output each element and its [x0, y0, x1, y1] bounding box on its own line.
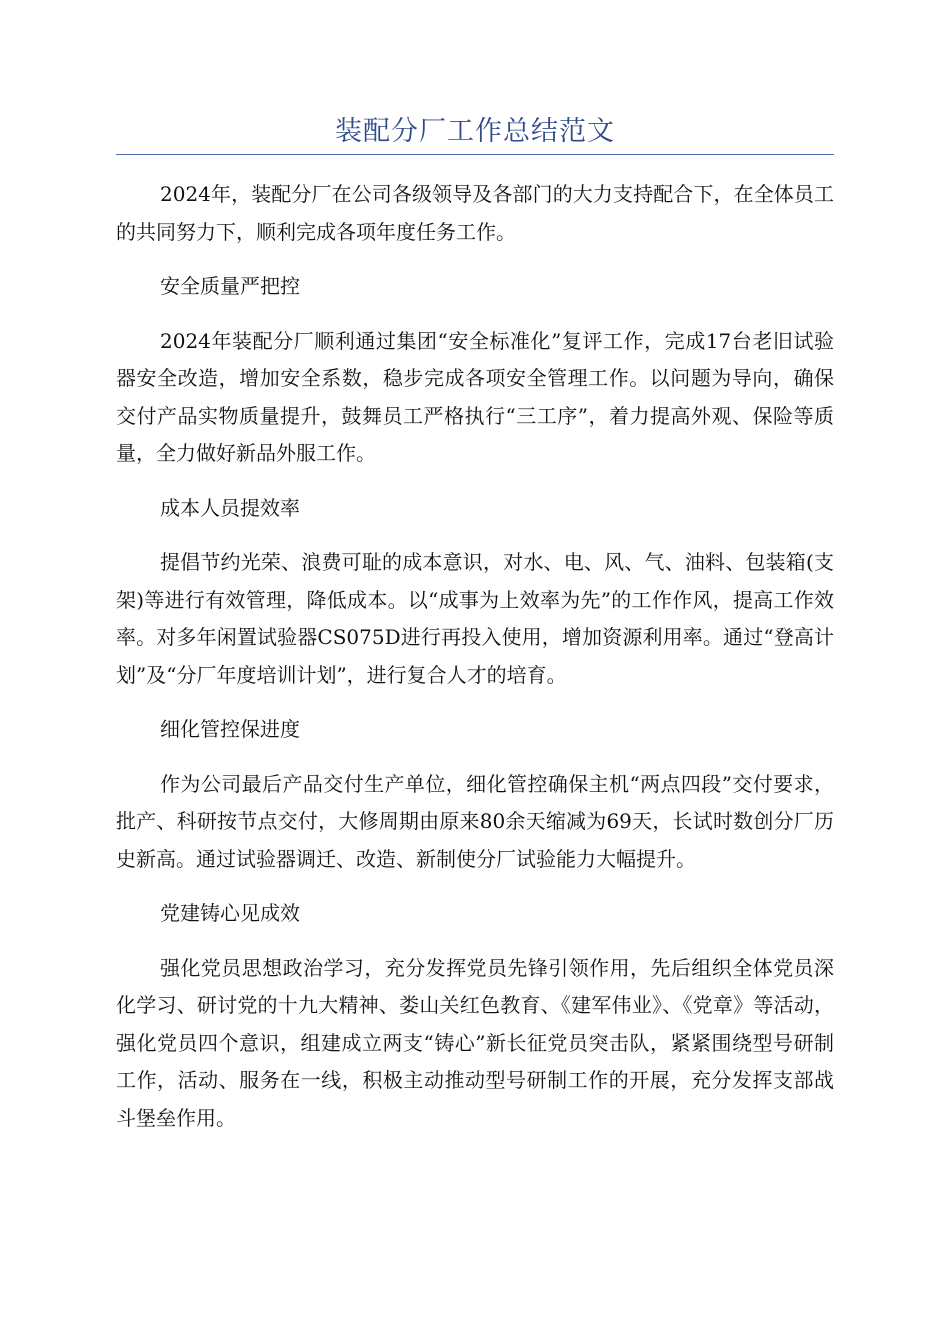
section-heading-party-building: 党建铸心见成效 — [160, 901, 300, 925]
section-heading-safety-quality: 安全质量严把控 — [160, 274, 300, 298]
party-building-paragraph: 强化党员思想政治学习，充分发挥党员先锋引领作用，先后组织全体党员深化学习、研讨党的十九大精神、娄山关红色教育、《建军伟业》、《党章》等活动，强化党员四个意识，组建成立两支“铸心”新长征党员突击队，紧紧围绕型号研制工作，活动、服务在一线，积极主动推动型号研制工作的开展，充分发挥支部战斗堡垒作用。 — [116, 955, 834, 1130]
document-body — [116, 176, 834, 1154]
cost-efficiency-paragraph: 提倡节约光荣、浪费可耻的成本意识，对水、电、风、气、油料、包装箱(支架)等进行有效管理，降低成本。以“成事为上效率为先”的工作作风，提高工作效率。对多年闲置试验器CS075D进行再投入使用，增加资源利用率。通过“登高计划”及“分厂年度培训计划”，进行复合人才的培育。 — [116, 550, 834, 687]
section-heading-schedule-control: 细化管控保进度 — [160, 717, 300, 741]
document-title: 装配分厂工作总结范文 — [335, 116, 615, 147]
section-heading-cost-efficiency: 成本人员提效率 — [160, 495, 300, 520]
safety-quality-paragraph: 2024年装配分厂顺利通过集团“安全标准化”复评工作，完成17台老旧试验器安全改造，增加安全系数，稳步完成各项安全管理工作。以问题为导向，确保交付产品实物质量提升，鼓舞员工严格执行“三工序”，着力提高外观、保险等质量，全力做好新品外服工作。 — [116, 328, 834, 465]
title-underline — [116, 154, 834, 155]
schedule-control-paragraph: 作为公司最后产品交付生产单位，细化管控确保主机“两点四段”交付要求，批产、科研按节点交付，大修周期由原来80余天缩减为69天，长试时数创分厂历史新高。通过试验器调迁、改造、新制使分厂试验能力大幅提升。 — [116, 771, 834, 871]
intro-paragraph: 2024年，装配分厂在公司各级领导及各部门的大力支持配合下，在全体员工的共同努力下，顺利完成各项年度任务工作。 — [116, 182, 834, 244]
